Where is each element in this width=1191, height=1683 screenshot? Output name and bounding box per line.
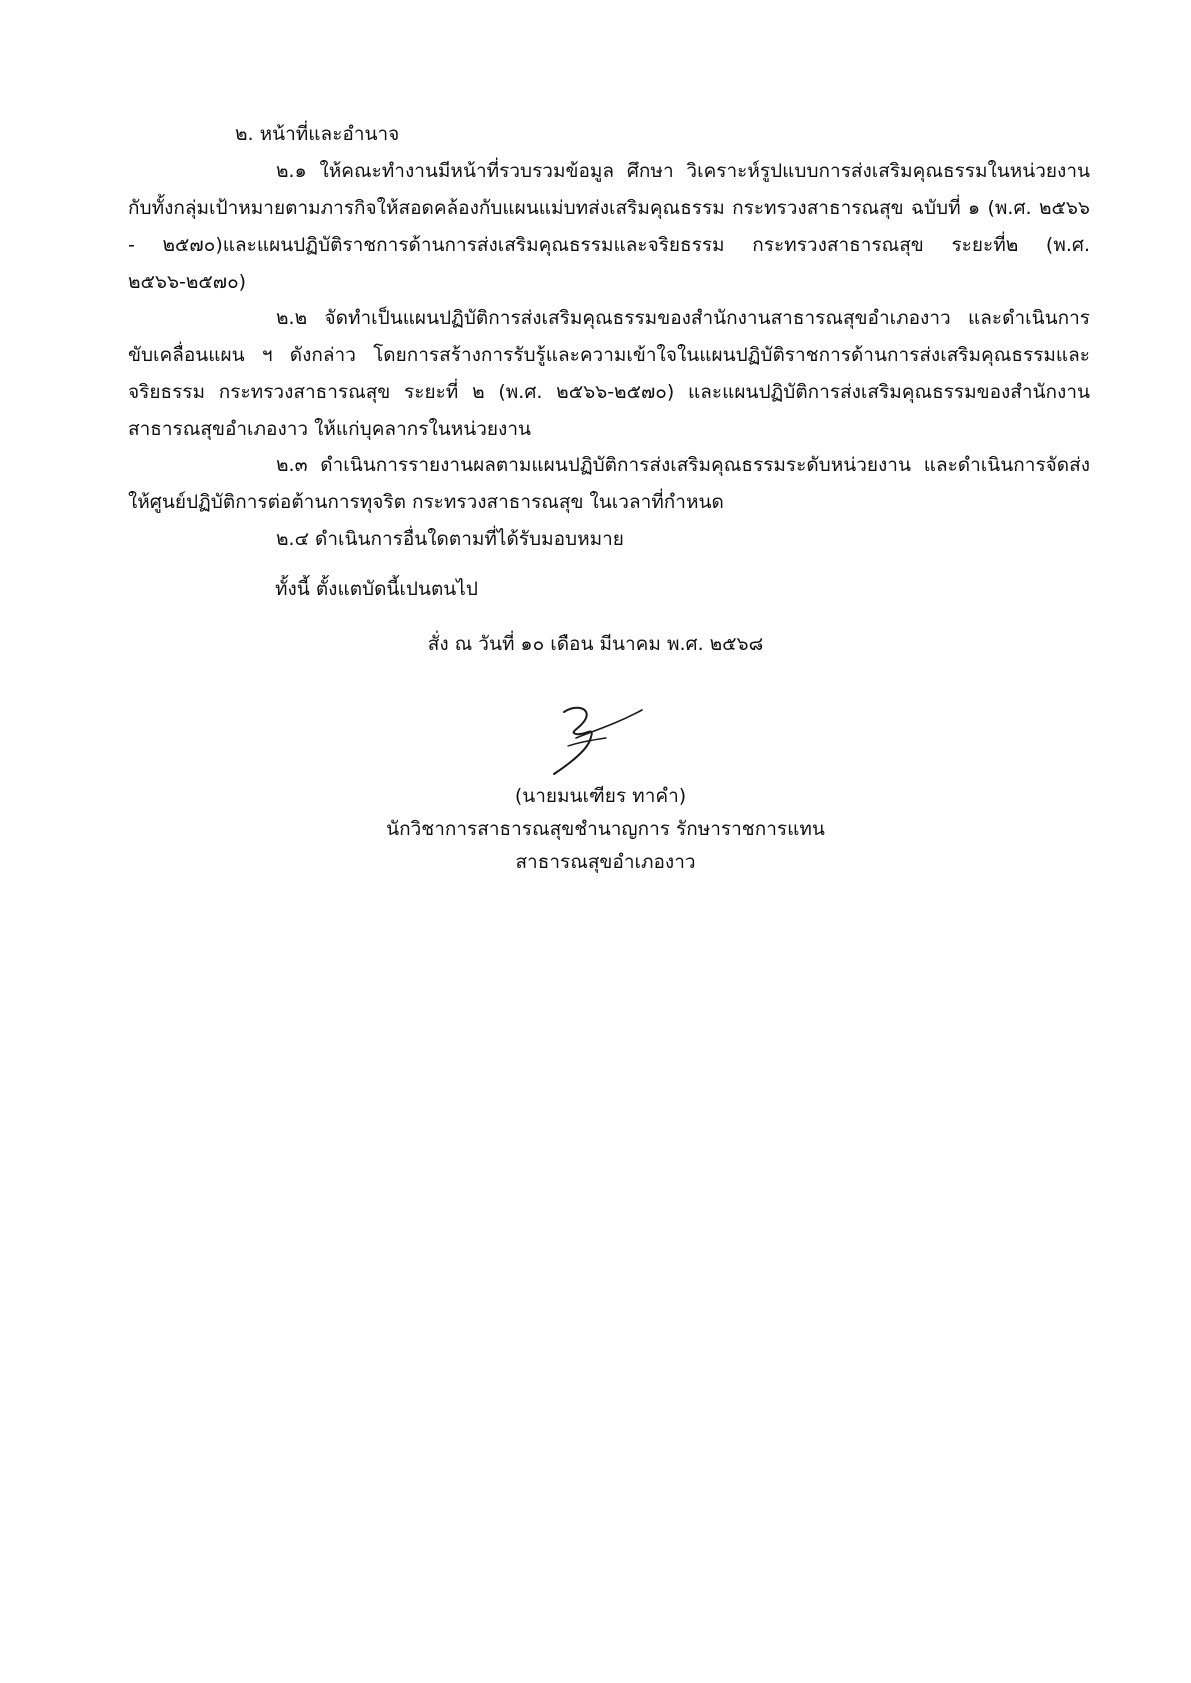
order-date: สั่ง ณ วันที่ ๑๐ เดือน มีนาคม พ.ศ. ๒๕๖๘: [427, 633, 764, 655]
handwritten-signature: [546, 702, 646, 778]
signature-block: [0, 780, 1191, 879]
closing-statement: ทั้งนี้ ตั้งแตบัดนี้เปนตนไป: [275, 578, 478, 600]
duty-paragraph: ๒.๓ ดำเนินการรายงานผลตามแผนปฏิบัติการส่งเสริมคุณธรรมระดับหน่วยงาน และดำเนินการจัดส่งให้ศูนย์ปฏิบัติการต่อต้านการทุจริต กระทรวงสาธารณสุข ในเวลาที่กำหนด: [128, 454, 1090, 513]
duty-paragraph: ๒.๒ จัดทำเป็นแผนปฏิบัติการส่งเสริมคุณธรรมของสำนักงานสาธารณสุขอำเภองาว และดำเนินการขับเคลื่อนแผน ฯ ดังกล่าว โดยการสร้างการรับรู้และความเข้าใจในแผนปฏิบัติราชการด้านการส่งเสริมคุณธรรมและจริยธรรม กระทรวงสาธารณสุข ระยะที่ ๒ (พ.ศ. ๒๕๖๖-๒๕๗๐) และแผนปฏิบัติการส่งเสริมคุณธรรมของสำนักงานสาธารณสุขอำเภองาว ให้แก่บุคลากรในหน่วยงาน: [128, 307, 1090, 440]
duty-paragraph: ๒.๔ ดำเนินการอื่นใดตามที่ได้รับมอบหมาย: [276, 528, 624, 550]
section-heading: ๒. หน้าที่และอำนาจ: [235, 123, 400, 145]
signatory-name: (นายมนเฑียร ทาคำ): [514, 785, 687, 807]
signatory-position: นักวิชาการสาธารณสุขชำนาญการ รักษาราชการแทน: [386, 818, 825, 840]
duty-paragraph: ๒.๑ ให้คณะทำงานมีหน้าที่รวบรวมข้อมูล ศึกษา วิเคราะห์รูปแบบการส่งเสริมคุณธรรมในหน่วยงาน กับทั้งกลุ่มเป้าหมายตามภารกิจให้สอดคล้องกับแผนแม่บทส่งเสริมคุณธรรม กระทรวงสาธารณสุข ฉบับที่ ๑ (พ.ศ. ๒๕๖๖ - ๒๕๗๐)และแผนปฏิบัติราชการด้านการส่งเสริมคุณธรรมและจริยธรรม กระทรวงสาธารณสุข ระยะที่๒ (พ.ศ. ๒๕๖๖-๒๕๗๐): [128, 160, 1090, 293]
signatory-office: สาธารณสุขอำเภองาว: [515, 851, 696, 873]
